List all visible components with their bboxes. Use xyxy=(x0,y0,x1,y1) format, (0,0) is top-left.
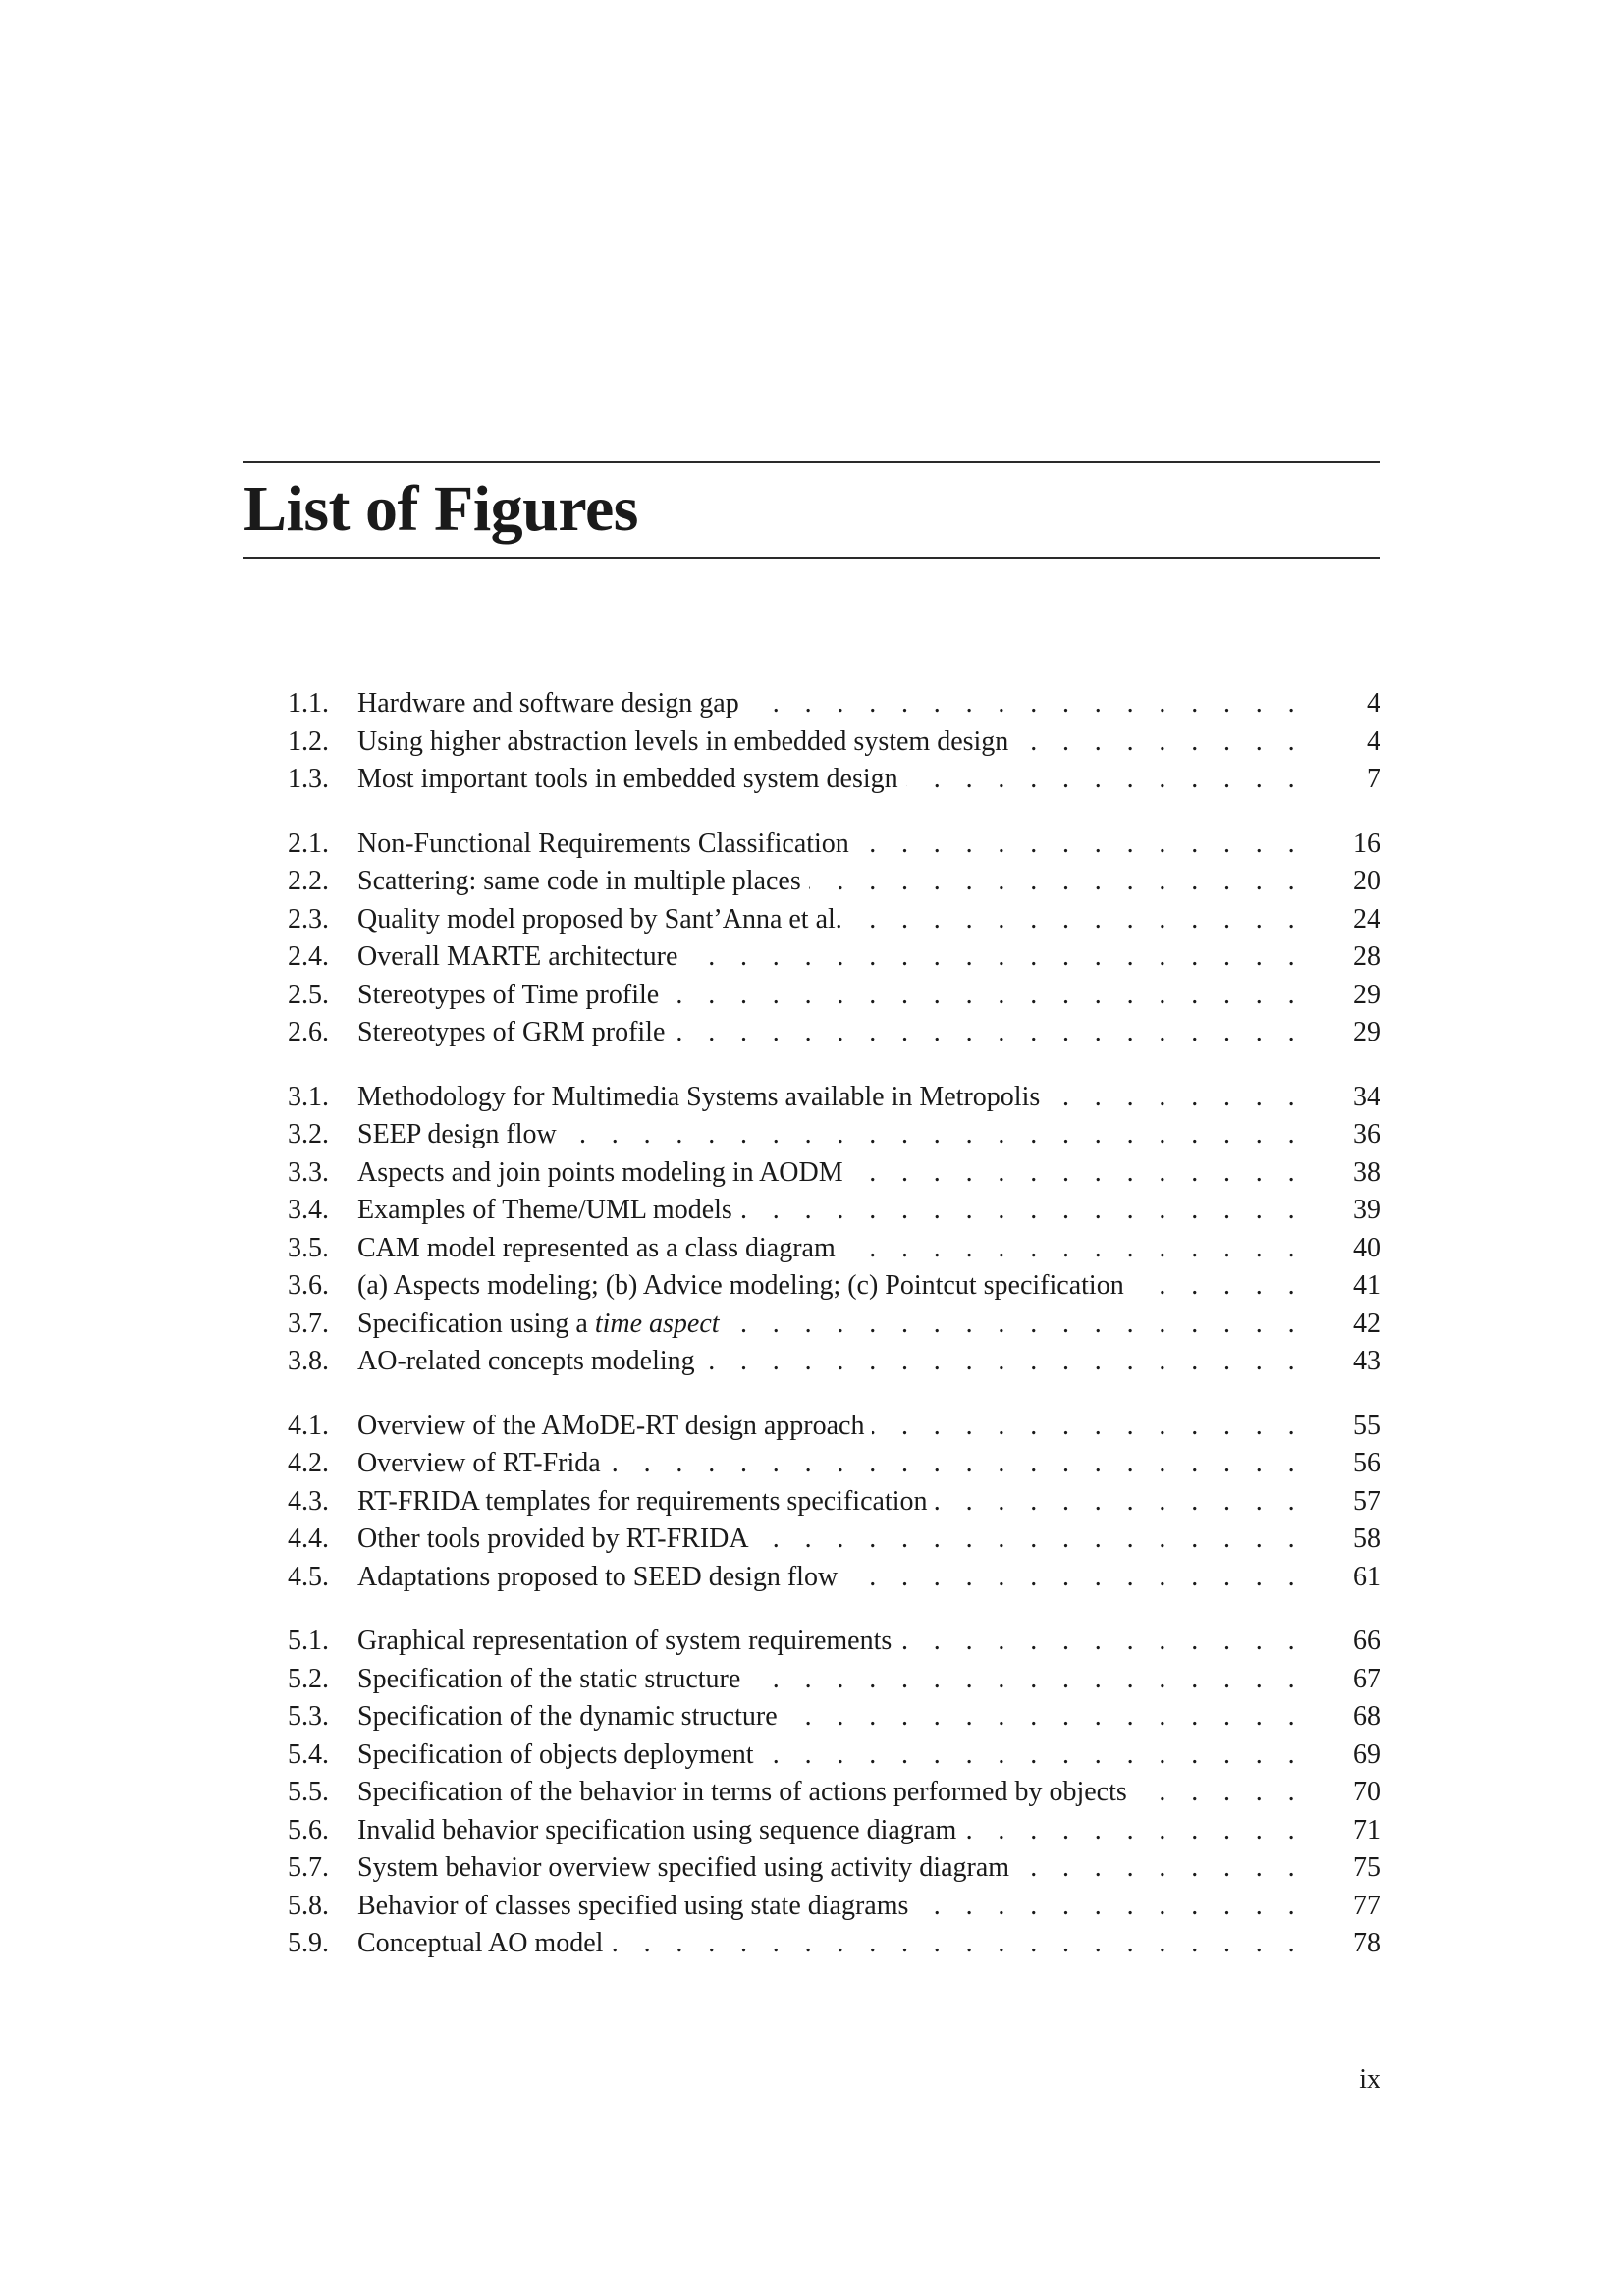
title-rule-top xyxy=(243,461,1380,463)
figure-entry[interactable] xyxy=(288,826,1380,864)
dot-leader xyxy=(1048,1079,1304,1117)
figure-caption xyxy=(357,1154,851,1193)
dot-leader xyxy=(757,1521,1304,1559)
figure-caption-text: Using higher abstraction levels in embedded system design xyxy=(357,725,1009,757)
figure-number: 5.1. xyxy=(288,1626,329,1656)
figure-caption-text: Specification of the behavior in terms of actions performed by objects xyxy=(357,1777,1127,1807)
dot-leader xyxy=(850,901,1304,939)
dot-leader xyxy=(851,1154,1304,1193)
figure-number: 5.7. xyxy=(288,1852,329,1883)
figure-caption-text: CAM model represented as a class diagram xyxy=(357,1232,836,1263)
figure-page-number: 7 xyxy=(1367,764,1380,794)
dot-leader xyxy=(1016,723,1304,762)
figure-entry[interactable] xyxy=(288,1267,1380,1306)
figure-caption-text: System behavior overview specified using activity diagram xyxy=(357,1852,1010,1883)
figure-caption xyxy=(357,1343,703,1381)
figure-caption-text: Scattering: same code in multiple places xyxy=(357,866,801,896)
figure-page-number: 66 xyxy=(1353,1626,1380,1656)
figure-entry[interactable] xyxy=(288,761,1380,799)
figure-caption xyxy=(357,901,850,939)
dot-leader xyxy=(916,1888,1304,1926)
figure-entry[interactable] xyxy=(288,863,1380,901)
figure-caption xyxy=(357,1812,964,1850)
figure-caption xyxy=(357,1774,1135,1812)
figure-page-number: 75 xyxy=(1353,1852,1380,1883)
figure-entry[interactable] xyxy=(288,1661,1380,1699)
figure-caption-text: Adaptations proposed to SEED design flow xyxy=(357,1561,839,1592)
figure-caption xyxy=(357,1408,872,1446)
figure-caption-italic: time aspect xyxy=(594,1308,720,1339)
figure-page-number: 70 xyxy=(1353,1777,1380,1807)
figure-number: 4.5. xyxy=(288,1561,329,1592)
figure-caption-text: Overview of the AMoDE-RT design approach xyxy=(357,1410,865,1441)
figure-caption xyxy=(357,1483,935,1522)
figure-entry[interactable] xyxy=(288,901,1380,939)
title-rule-bottom xyxy=(243,557,1380,559)
figure-entry[interactable] xyxy=(288,1116,1380,1154)
figure-page-number: 29 xyxy=(1353,979,1380,1010)
figure-entry[interactable] xyxy=(288,1623,1380,1661)
figure-entry[interactable] xyxy=(288,685,1380,723)
figure-caption-text: Specification of the dynamic structure xyxy=(357,1701,778,1732)
figure-page-number: 43 xyxy=(1353,1346,1380,1376)
figure-caption-text: Specification of objects deployment xyxy=(357,1738,754,1770)
figure-entry[interactable] xyxy=(288,1559,1380,1597)
dot-leader xyxy=(1132,1267,1304,1306)
figure-page-number: 61 xyxy=(1353,1561,1380,1592)
figure-entry[interactable] xyxy=(288,1192,1380,1230)
figure-number: 3.3. xyxy=(288,1156,329,1188)
figure-group xyxy=(288,826,1380,1052)
figure-entry[interactable] xyxy=(288,1521,1380,1559)
figure-page-number: 58 xyxy=(1353,1523,1380,1554)
figure-caption xyxy=(357,1925,611,1963)
dot-leader xyxy=(667,977,1304,1015)
figure-caption-text: Examples of Theme/UML models xyxy=(357,1195,732,1225)
figure-number: 5.4. xyxy=(288,1738,329,1770)
figure-number: 2.4. xyxy=(288,941,329,972)
dot-leader xyxy=(703,1343,1304,1381)
figure-caption xyxy=(357,1849,1017,1888)
figure-group xyxy=(288,1079,1380,1381)
figure-caption-text: Aspects and join points modeling in AODM xyxy=(357,1156,843,1188)
page-title: List of Figures xyxy=(243,473,638,545)
dot-leader xyxy=(857,826,1304,864)
figure-entry[interactable] xyxy=(288,723,1380,762)
figure-caption xyxy=(357,977,667,1015)
figure-page-number: 4 xyxy=(1367,688,1380,719)
figure-number: 3.8. xyxy=(288,1346,329,1376)
figure-page-number: 42 xyxy=(1353,1308,1380,1339)
figure-page-number: 57 xyxy=(1353,1485,1380,1517)
figure-number: 2.2. xyxy=(288,866,329,896)
figure-number: 4.4. xyxy=(288,1523,329,1554)
figure-page-number: 24 xyxy=(1353,903,1380,934)
figure-caption-text: Most important tools in embedded system design xyxy=(357,764,898,794)
dot-leader xyxy=(1017,1849,1304,1888)
figure-caption-text: SEEP design flow xyxy=(357,1119,557,1149)
figure-entry[interactable] xyxy=(288,938,1380,977)
figure-entry[interactable] xyxy=(288,1888,1380,1926)
dot-leader xyxy=(685,938,1304,977)
figure-entry[interactable] xyxy=(288,1812,1380,1850)
figure-number: 3.1. xyxy=(288,1081,329,1112)
figure-caption xyxy=(357,1116,565,1154)
figure-caption-text: Non-Functional Requirements Classification xyxy=(357,828,849,859)
figure-caption xyxy=(357,863,809,901)
figure-page-number: 16 xyxy=(1353,828,1380,859)
figure-caption-text: Invalid behavior specification using sequence diagram xyxy=(357,1814,957,1845)
figure-page-number: 39 xyxy=(1353,1195,1380,1225)
figure-caption-text: Behavior of classes specified using state diagrams xyxy=(357,1890,909,1921)
figure-caption-text: Quality model proposed by Sant’Anna et al. xyxy=(357,903,842,934)
figure-entry[interactable] xyxy=(288,1079,1380,1117)
dot-leader xyxy=(785,1698,1304,1736)
figure-number: 5.5. xyxy=(288,1777,329,1807)
figure-caption xyxy=(357,1888,916,1926)
figure-page-number: 69 xyxy=(1353,1738,1380,1770)
figure-caption xyxy=(357,1079,1048,1117)
figure-caption xyxy=(357,685,747,723)
figure-caption xyxy=(357,1559,845,1597)
figure-page-number: 67 xyxy=(1353,1663,1380,1694)
figure-page-number: 71 xyxy=(1353,1814,1380,1845)
figure-entry[interactable] xyxy=(288,1445,1380,1483)
figure-page-number: 36 xyxy=(1353,1119,1380,1149)
figure-page-number: 78 xyxy=(1353,1928,1380,1958)
dot-leader xyxy=(843,1230,1304,1268)
figure-number: 5.6. xyxy=(288,1814,329,1845)
figure-page-number: 55 xyxy=(1353,1410,1380,1441)
figure-number: 4.2. xyxy=(288,1448,329,1478)
dot-leader xyxy=(906,761,1304,799)
figure-page-number: 77 xyxy=(1353,1890,1380,1921)
figure-number: 2.3. xyxy=(288,903,329,934)
dot-leader xyxy=(747,685,1304,723)
figure-page-number: 40 xyxy=(1353,1232,1380,1263)
figure-caption xyxy=(357,761,906,799)
figure-caption xyxy=(357,1267,1132,1306)
dot-leader xyxy=(809,863,1304,901)
figure-page-number: 41 xyxy=(1353,1270,1380,1301)
figure-number: 3.6. xyxy=(288,1270,329,1301)
figure-entry[interactable] xyxy=(288,977,1380,1015)
figure-entry[interactable] xyxy=(288,1343,1380,1381)
dot-leader xyxy=(728,1306,1304,1344)
figure-caption-text: Hardware and software design gap xyxy=(357,688,739,719)
figure-caption-text: Conceptual AO model xyxy=(357,1928,604,1958)
dot-leader xyxy=(899,1623,1304,1661)
figure-page-number: 29 xyxy=(1353,1017,1380,1047)
figure-group xyxy=(288,1623,1380,1963)
figure-number: 5.2. xyxy=(288,1663,329,1694)
dot-leader xyxy=(673,1014,1304,1052)
figure-number: 5.3. xyxy=(288,1701,329,1732)
figure-caption xyxy=(357,938,685,977)
figure-caption-text: Overall MARTE architecture xyxy=(357,941,678,972)
figure-page-number: 56 xyxy=(1353,1448,1380,1478)
figure-number: 3.2. xyxy=(288,1119,329,1149)
figure-number: 2.6. xyxy=(288,1017,329,1047)
figure-caption-text: Stereotypes of Time profile xyxy=(357,979,660,1010)
figure-number: 5.8. xyxy=(288,1890,329,1921)
figure-entry[interactable] xyxy=(288,1408,1380,1446)
figure-caption-text: Graphical representation of system requirements xyxy=(357,1626,893,1656)
figure-number: 3.4. xyxy=(288,1195,329,1225)
figure-caption xyxy=(357,1014,673,1052)
figure-caption xyxy=(357,1192,740,1230)
figure-entry[interactable] xyxy=(288,1306,1380,1344)
figure-number: 2.5. xyxy=(288,979,329,1010)
figure-page-number: 28 xyxy=(1353,941,1380,972)
dot-leader xyxy=(964,1812,1304,1850)
figure-group xyxy=(288,685,1380,799)
figure-number: 1.1. xyxy=(288,688,329,719)
list-of-figures xyxy=(288,685,1380,1990)
dot-leader xyxy=(609,1445,1304,1483)
figure-number: 3.7. xyxy=(288,1308,329,1339)
figure-entry[interactable] xyxy=(288,1925,1380,1963)
dot-leader xyxy=(1135,1774,1304,1812)
figure-number: 1.2. xyxy=(288,725,329,757)
figure-number: 4.3. xyxy=(288,1485,329,1517)
dot-leader xyxy=(872,1408,1304,1446)
figure-number: 1.3. xyxy=(288,764,329,794)
figure-caption-text: RT-FRIDA templates for requirements specification xyxy=(357,1485,928,1517)
figure-page-number: 20 xyxy=(1353,866,1380,896)
figure-page-number: 34 xyxy=(1353,1081,1380,1112)
figure-caption xyxy=(357,723,1016,762)
figure-number: 5.9. xyxy=(288,1928,329,1958)
figure-entry[interactable] xyxy=(288,1483,1380,1522)
figure-caption-text: AO-related concepts modeling xyxy=(357,1346,695,1376)
figure-caption-text: (a) Aspects modeling; (b) Advice modeling; (c) Pointcut specification xyxy=(357,1270,1124,1301)
figure-caption-text: Methodology for Multimedia Systems available in Metropolis xyxy=(357,1081,1041,1112)
figure-entry[interactable] xyxy=(288,1849,1380,1888)
dot-leader xyxy=(740,1192,1304,1230)
figure-caption-text: Specification using a xyxy=(357,1308,595,1339)
figure-caption xyxy=(357,1230,843,1268)
figure-caption xyxy=(357,1623,899,1661)
figure-entry[interactable] xyxy=(288,1014,1380,1052)
figure-number: 3.5. xyxy=(288,1232,329,1263)
figure-page-number: 4 xyxy=(1367,725,1380,757)
page-number: ix xyxy=(1359,2064,1380,2095)
figure-page-number: 38 xyxy=(1353,1156,1380,1188)
figure-entry[interactable] xyxy=(288,1774,1380,1812)
figure-number: 4.1. xyxy=(288,1410,329,1441)
figure-caption-text: Overview of RT-Frida xyxy=(357,1448,601,1478)
figure-entry[interactable] xyxy=(288,1736,1380,1775)
dot-leader xyxy=(748,1661,1304,1699)
figure-caption xyxy=(357,1661,748,1699)
figure-caption xyxy=(357,1698,785,1736)
figure-caption xyxy=(357,1521,757,1559)
figure-number: 2.1. xyxy=(288,828,329,859)
figure-caption-text: Specification of the static structure xyxy=(357,1663,741,1694)
figure-entry[interactable] xyxy=(288,1698,1380,1736)
dot-leader xyxy=(565,1116,1304,1154)
dot-leader xyxy=(762,1736,1304,1775)
figure-caption-text: Stereotypes of GRM profile xyxy=(357,1017,666,1047)
figure-caption xyxy=(357,1445,609,1483)
figure-caption xyxy=(357,1306,728,1344)
figure-entry[interactable] xyxy=(288,1154,1380,1193)
dot-leader xyxy=(611,1925,1304,1963)
figure-group xyxy=(288,1408,1380,1597)
figure-caption xyxy=(357,1736,762,1775)
dot-leader xyxy=(935,1483,1304,1522)
figure-entry[interactable] xyxy=(288,1230,1380,1268)
figure-caption-text: Other tools provided by RT-FRIDA xyxy=(357,1523,749,1554)
figure-page-number: 68 xyxy=(1353,1701,1380,1732)
dot-leader xyxy=(845,1559,1304,1597)
figure-caption xyxy=(357,826,857,864)
